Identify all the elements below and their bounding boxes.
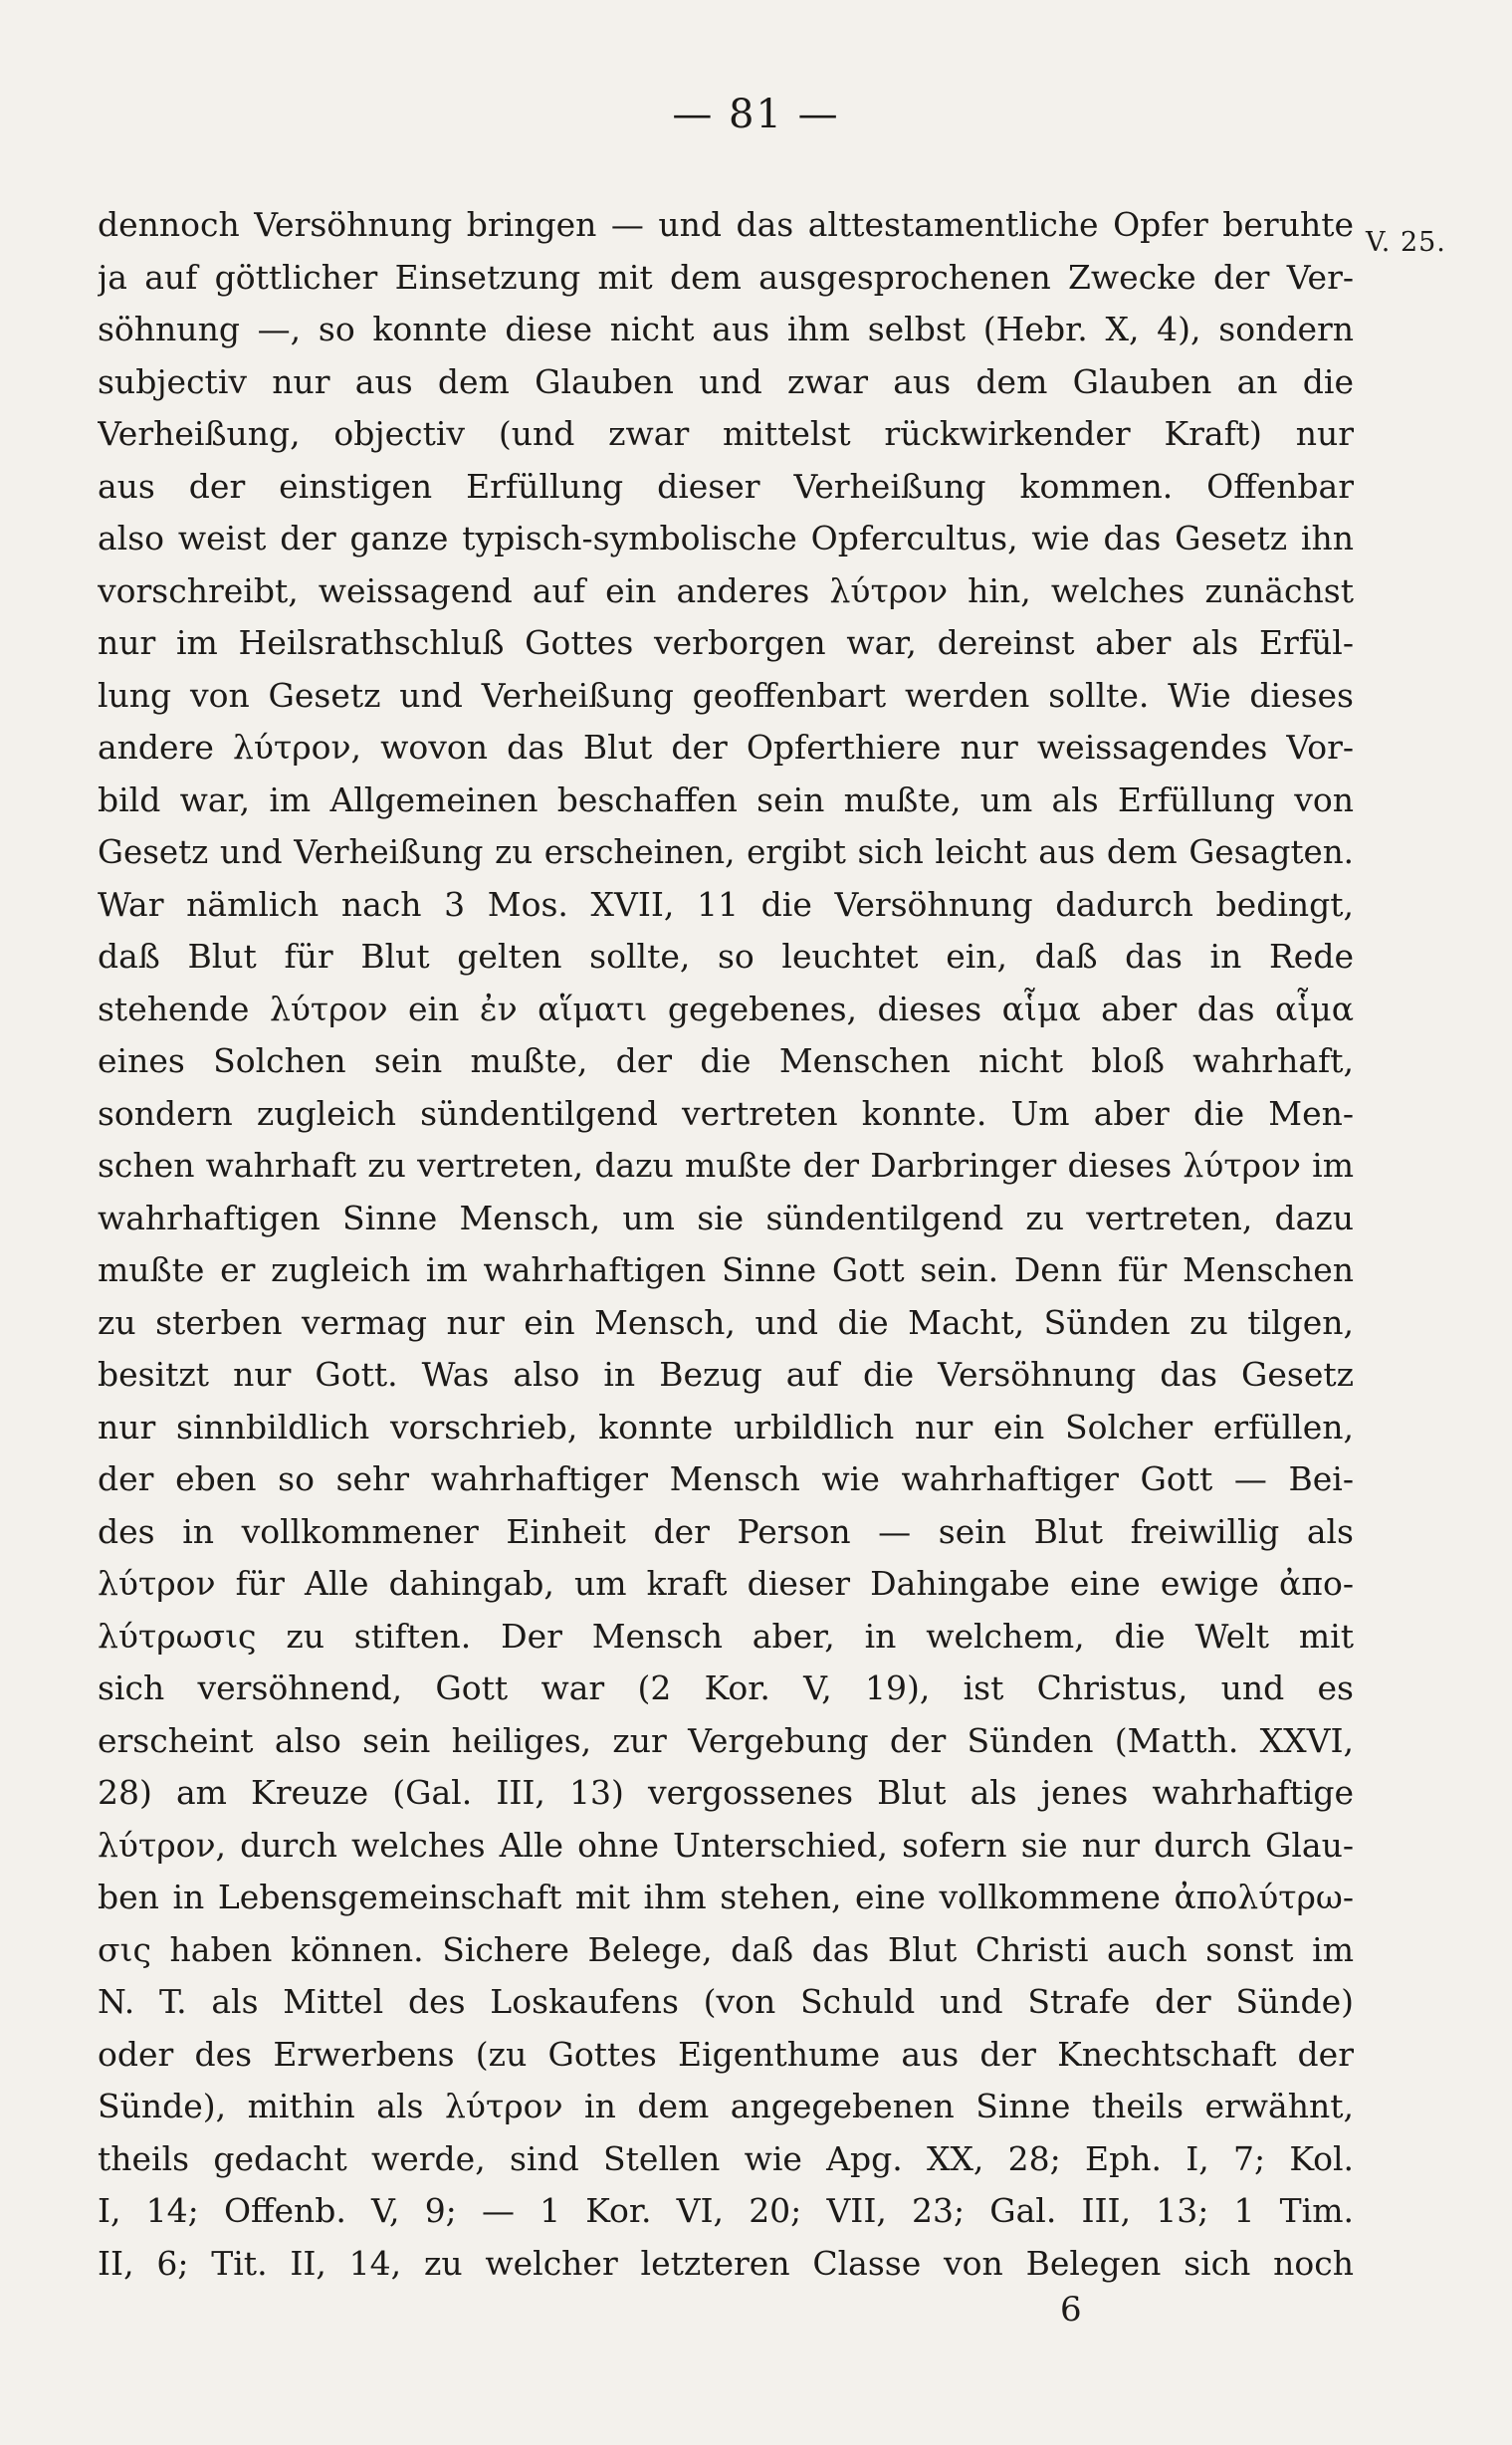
text-line: II, 6; Tit. II, 14, zu welcher letzteren Classe von Belegen sich noch — [98, 2243, 1354, 2283]
text-line: λύτρον für Alle dahingab, um kraft dieser Dahingabe eine ewige ἀπο- — [98, 1564, 1354, 1603]
text-line: Sünde), mithin als λύτρον in dem angegebenen Sinne theils erwähnt, — [98, 2087, 1354, 2125]
text-line: zu sterben vermag nur ein Mensch, und die Macht, Sünden zu tilgen, — [98, 1302, 1354, 1342]
text-line: söhnung —, so konnte diese nicht aus ihm selbst (Hebr. X, 4), sondern — [98, 310, 1354, 348]
text-line: wahrhaftigen Sinne Mensch, um sie sündentilgend zu vertreten, dazu — [98, 1198, 1354, 1237]
text-line: theils gedacht werde, sind Stellen wie Apg. XX, 28; Eph. I, 7; Kol. — [98, 2138, 1354, 2178]
signature-mark: 6 — [1060, 2290, 1082, 2330]
text-line: der eben so sehr wahrhaftiger Mensch wie wahrhaftiger Gott — Bei- — [98, 1459, 1354, 1498]
text-line: vorschreibt, weissagend auf ein anderes λύτρον hin, welches zunächst — [98, 570, 1354, 610]
text-line: schen wahrhaft zu vertreten, dazu mußte der Darbringer dieses λύτρον im — [98, 1146, 1354, 1185]
text-line: subjectiv nur aus dem Glauben und zwar aus dem Glauben an die — [98, 361, 1354, 401]
text-line: daß Blut für Blut gelten sollte, so leuchtet ein, daß das in Rede — [98, 937, 1354, 976]
text-line: also weist der ganze typisch-symbolische Opfercultus, wie das Gesetz ihn — [98, 519, 1354, 557]
text-line: War nämlich nach 3 Mos. XVII, 11 die Versöhnung dadurch bedingt, — [98, 884, 1354, 924]
text-line: stehende λύτρον ein ἐν αἵματι gegebenes, dieses αἷμα aber das αἷμα — [98, 989, 1354, 1028]
text-line: sondern zugleich sündentilgend vertreten konnte. Um aber die Men- — [98, 1093, 1354, 1133]
text-line: andere λύτρον, wovon das Blut der Opferthiere nur weissagendes Vor- — [98, 728, 1354, 767]
text-line: ja auf göttlicher Einsetzung mit dem ausgesprochenen Zwecke der Ver- — [98, 257, 1354, 297]
text-line: aus der einstigen Erfüllung dieser Verheißung kommen. Offenbar — [98, 466, 1354, 506]
text-line: 28) am Kreuze (Gal. III, 13) vergossenes Blut als jenes wahrhaftige — [98, 1773, 1354, 1812]
text-line: besitzt nur Gott. Was also in Bezug auf die Versöhnung das Gesetz — [98, 1355, 1354, 1394]
text-line: sich versöhnend, Gott war (2 Kor. V, 19), ist Christus, und es — [98, 1668, 1354, 1707]
text-line: erscheint also sein heiliges, zur Vergebung der Sünden (Matth. XXVI, — [98, 1720, 1354, 1760]
body-text — [98, 199, 1354, 2290]
text-line: nur im Heilsrathschluß Gottes verborgen war, dereinst aber als Erfül- — [98, 623, 1354, 662]
text-line: I, 14; Offenb. V, 9; — 1 Kor. VI, 20; VII, 23; Gal. III, 13; 1 Tim. — [98, 2191, 1354, 2230]
text-line: Gesetz und Verheißung zu erscheinen, ergibt sich leicht aus dem Gesagten. — [98, 833, 1354, 871]
text-line: ben in Lebensgemeinschaft mit ihm stehen, eine vollkommene ἀπολύτρω- — [98, 1878, 1354, 1916]
text-line: eines Solchen sein mußte, der die Menschen nicht bloß wahrhaft, — [98, 1041, 1354, 1080]
text-line: oder des Erwerbens (zu Gottes Eigenthume aus der Knechtschaft der — [98, 2034, 1354, 2074]
text-line: dennoch Versöhnung bringen — und das alttestamentliche Opfer beruhte — [98, 205, 1354, 244]
text-line: Verheißung, objectiv (und zwar mittelst rückwirkender Kraft) nur — [98, 414, 1354, 453]
page-number: — 81 — — [672, 92, 840, 137]
text-line: λύτρωσις zu stiften. Der Mensch aber, in welchem, die Welt mit — [98, 1616, 1354, 1656]
text-line: mußte er zugleich im wahrhaftigen Sinne Gott sein. Denn für Menschen — [98, 1250, 1354, 1289]
text-line: σις haben können. Sichere Belege, daß das Blut Christi auch sonst im — [98, 1929, 1354, 1969]
text-line: lung von Gesetz und Verheißung geoffenbart werden sollte. Wie dieses — [98, 675, 1354, 715]
margin-reference: V. 25. — [1366, 227, 1446, 258]
text-line: N. T. als Mittel des Loskaufens (von Schuld und Strafe der Sünde) — [98, 1982, 1354, 2021]
text-line: λύτρον, durch welches Alle ohne Unterschied, sofern sie nur durch Glau- — [98, 1825, 1354, 1865]
text-line: bild war, im Allgemeinen beschaffen sein mußte, um als Erfüllung von — [98, 779, 1354, 819]
text-line: des in vollkommener Einheit der Person — sein Blut freiwillig als — [98, 1511, 1354, 1551]
text-line: nur sinnbildlich vorschrieb, konnte urbildlich nur ein Solcher erfüllen, — [98, 1407, 1354, 1446]
